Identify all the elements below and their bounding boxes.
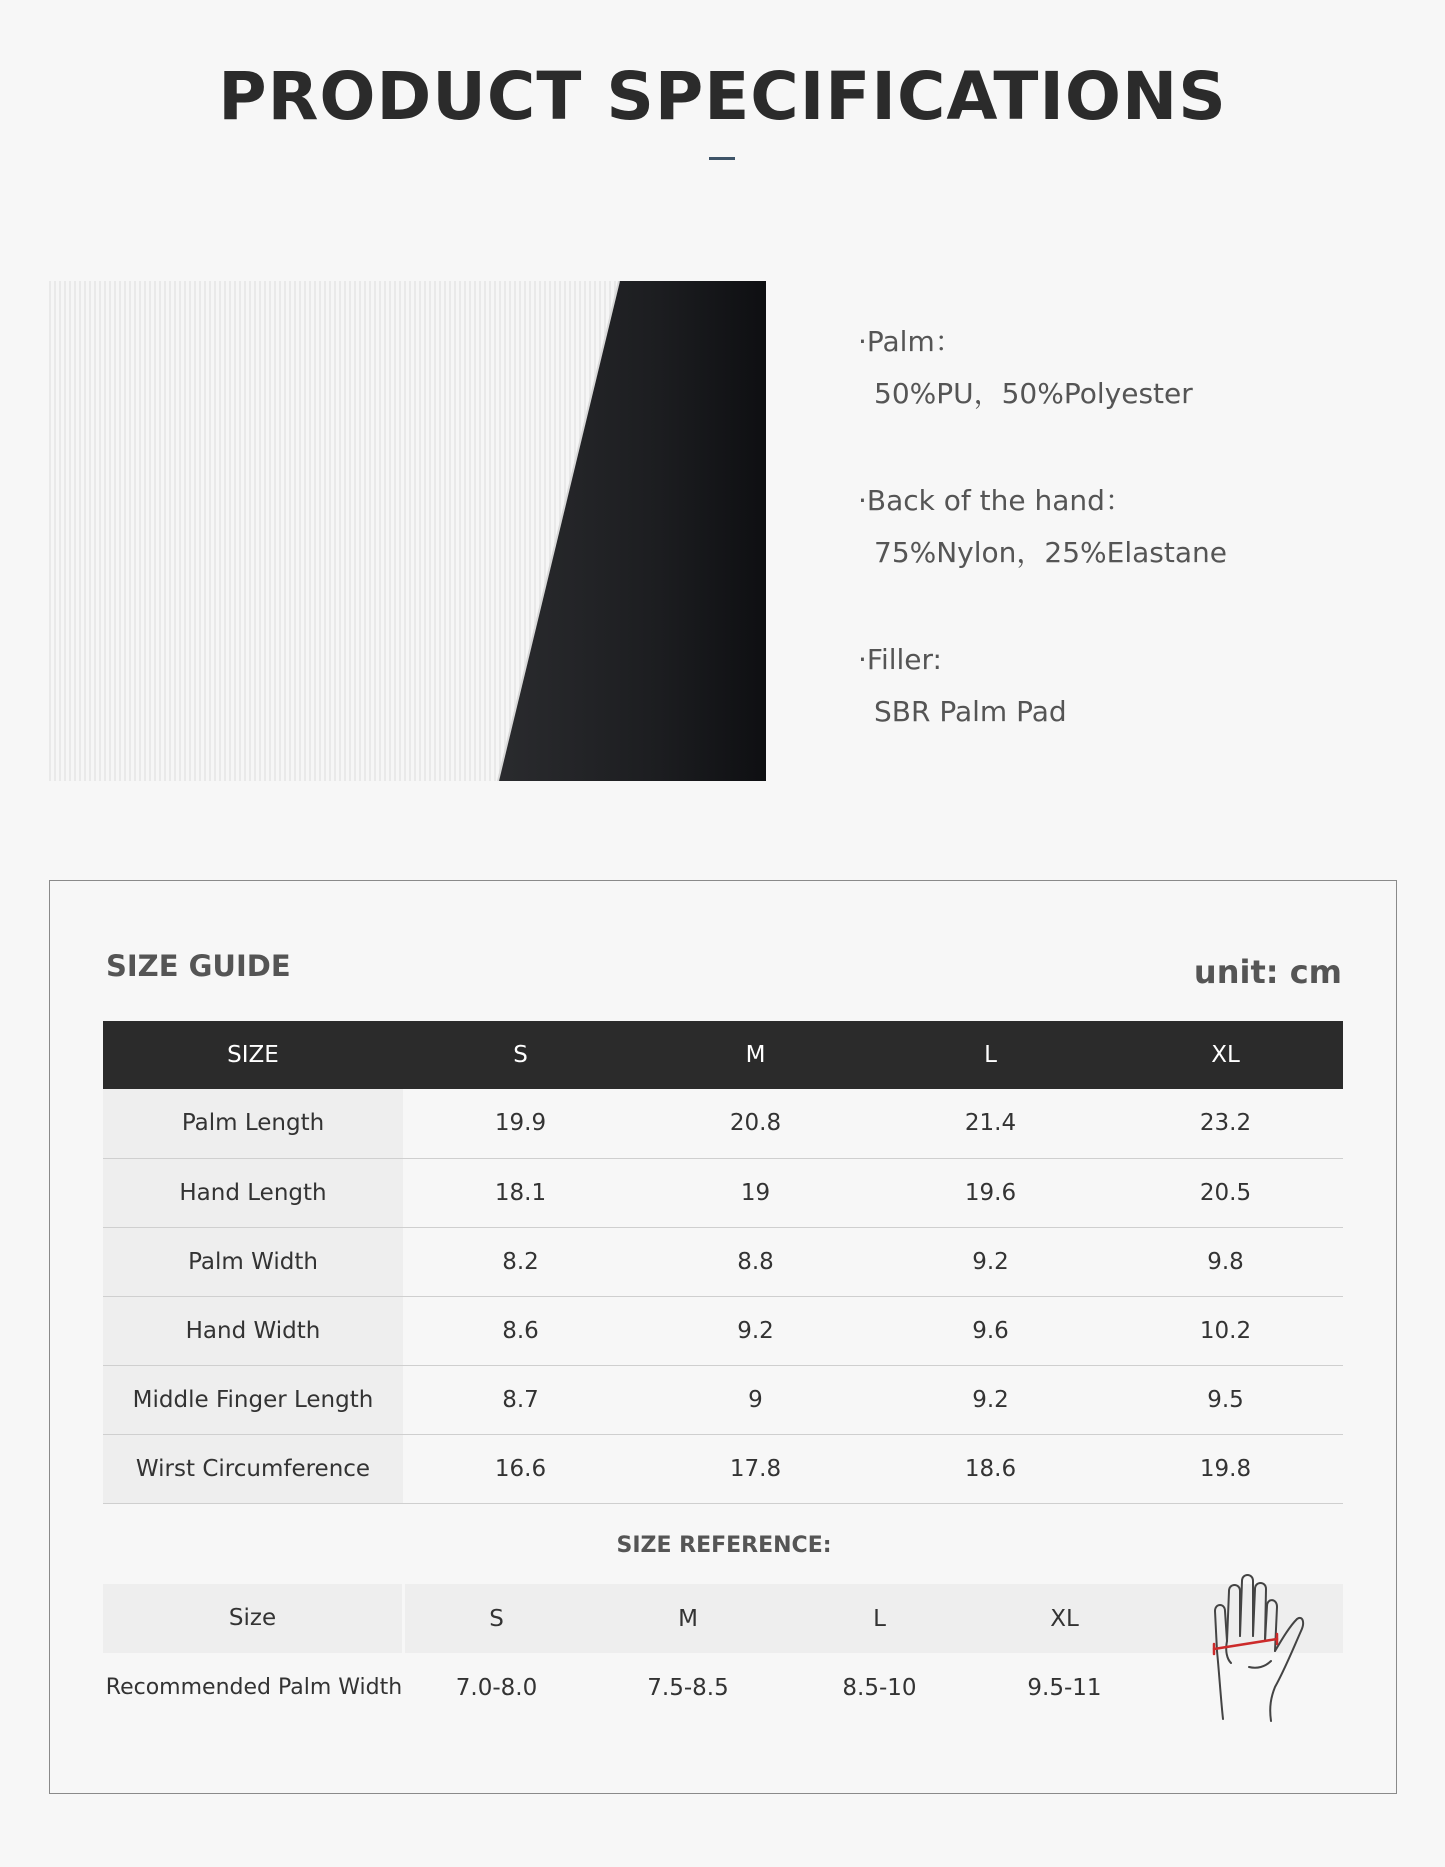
row-label: Size <box>103 1584 405 1653</box>
table-cell: 19 <box>638 1158 873 1227</box>
table-row <box>103 1434 1343 1503</box>
table-cell: 8.6 <box>403 1296 638 1365</box>
table-cell: 9.5 <box>1108 1365 1343 1434</box>
spec-label: ·Palm： <box>858 325 963 358</box>
size-table <box>103 1021 1343 1504</box>
table-row <box>103 1158 1343 1227</box>
column-header: S <box>489 1605 504 1632</box>
table-row <box>103 1365 1343 1434</box>
column-header: XL <box>1050 1605 1079 1632</box>
spec-label: ·Back of the hand： <box>858 484 1133 517</box>
fabric-texture <box>49 281 766 781</box>
column-header: S <box>403 1021 638 1089</box>
table-cell: 20.5 <box>1108 1158 1343 1227</box>
row-label: Wirst Circumference <box>103 1434 403 1503</box>
table-cell: 19.9 <box>403 1089 638 1158</box>
table-row <box>103 1227 1343 1296</box>
row-label: Middle Finger Length <box>103 1365 403 1434</box>
spec-value: 75%Nylon，25%Elastane <box>874 536 1227 569</box>
table-cell: 8.7 <box>403 1365 638 1434</box>
size-reference-table <box>103 1584 1343 1722</box>
spec-value: SBR Palm Pad <box>874 695 1067 728</box>
table-row <box>103 1089 1343 1158</box>
table-cell: 21.4 <box>873 1089 1108 1158</box>
page-title: PRODUCT SPECIFICATIONS <box>218 58 1227 135</box>
column-header: M <box>638 1021 873 1089</box>
row-label: Recommended Palm Width <box>105 1675 403 1700</box>
title-underline <box>709 157 735 160</box>
spec-back-of-hand <box>858 481 1378 640</box>
column-header: M <box>678 1605 698 1632</box>
table-cell: 23.2 <box>1108 1089 1343 1158</box>
size-guide-panel <box>49 880 1397 1794</box>
column-header: XL <box>1108 1021 1343 1089</box>
spec-filler <box>858 640 1378 799</box>
unit-label: unit: cm <box>1193 953 1342 991</box>
table-cell: 9 <box>638 1365 873 1434</box>
table-cell: 8.2 <box>403 1227 638 1296</box>
table-row <box>103 1296 1343 1365</box>
size-reference-row <box>103 1653 1343 1722</box>
table-cell: 20.8 <box>638 1089 873 1158</box>
column-header: SIZE <box>103 1021 403 1089</box>
table-cell: 16.6 <box>403 1434 638 1503</box>
row-label: Palm Width <box>103 1227 403 1296</box>
size-reference-header <box>103 1584 1343 1653</box>
size-reference-title: SIZE REFERENCE: <box>616 1533 832 1558</box>
table-cell: 9.2 <box>873 1365 1108 1434</box>
table-cell: 8.5-10 <box>842 1674 917 1701</box>
table-cell: 9.6 <box>873 1296 1108 1365</box>
spec-value: 50%PU，50%Polyester <box>874 377 1193 410</box>
table-cell: 18.1 <box>403 1158 638 1227</box>
table-cell: 19.8 <box>1108 1434 1343 1503</box>
table-cell: 8.8 <box>638 1227 873 1296</box>
spec-palm <box>858 322 1378 481</box>
row-label: Hand Length <box>103 1158 403 1227</box>
table-cell: 9.5-11 <box>1027 1674 1102 1701</box>
table-cell: 9.8 <box>1108 1227 1343 1296</box>
table-cell: 19.6 <box>873 1158 1108 1227</box>
table-cell: 17.8 <box>638 1434 873 1503</box>
table-cell: 7.5-8.5 <box>647 1674 729 1701</box>
column-header: L <box>873 1605 886 1632</box>
hand-measure-icon <box>1205 1551 1325 1726</box>
fabric-image <box>49 281 766 781</box>
row-label: Hand Width <box>103 1296 403 1365</box>
size-table-header <box>103 1021 1343 1089</box>
table-cell: 10.2 <box>1108 1296 1343 1365</box>
material-specs <box>858 322 1378 799</box>
table-cell: 18.6 <box>873 1434 1108 1503</box>
column-header: L <box>873 1021 1108 1089</box>
table-cell: 7.0-8.0 <box>455 1674 538 1701</box>
table-cell: 9.2 <box>638 1296 873 1365</box>
spec-label: ·Filler: <box>858 643 942 676</box>
row-label: Palm Length <box>103 1089 403 1158</box>
size-guide-title: SIZE GUIDE <box>106 949 291 983</box>
table-cell: 9.2 <box>873 1227 1108 1296</box>
